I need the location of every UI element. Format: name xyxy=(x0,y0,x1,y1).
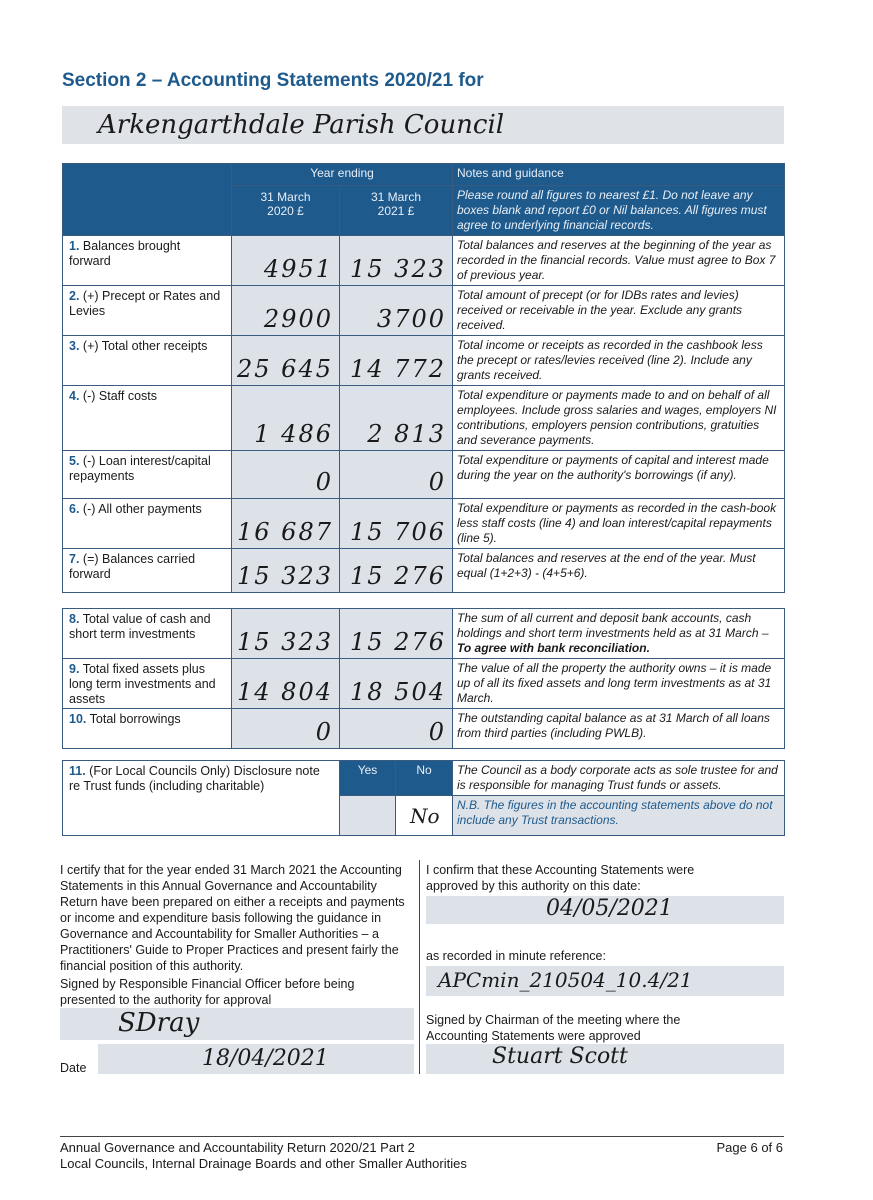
date-label: Date xyxy=(60,1061,87,1075)
table-row: 5. (-) Loan interest/capital repayments 0 0 Total expenditure or payments of capital and interest made during the year on the authority's borrowings (if any). xyxy=(63,451,785,499)
yes-box[interactable] xyxy=(340,796,396,836)
value-2021[interactable]: 15 276 xyxy=(340,549,453,593)
table-row: 3. (+) Total other receipts 25 645 14 772 Total income or receipts as recorded in the cashbook less the precept or rates/levies received (line 2). Include any grants received. xyxy=(63,336,785,386)
value-2020[interactable]: 15 323 xyxy=(232,609,340,659)
chairman-signature: Stuart Scott xyxy=(492,1044,628,1069)
year-ending-header: Year ending xyxy=(310,166,374,180)
minute-reference-field[interactable] xyxy=(426,966,784,996)
value-2021[interactable]: 15 276 xyxy=(340,609,453,659)
row-note: Total expenditure or payments as recorded in the cash-book less staff costs (line 4) and loan interest/capital repayments (line 5). xyxy=(457,501,777,545)
value-2021[interactable]: 3700 xyxy=(340,286,453,336)
divider xyxy=(419,860,420,1074)
minute-reference: APCmin_210504_10.4/21 xyxy=(438,968,693,992)
page-number: Page 6 of 6 xyxy=(716,1140,783,1155)
value-2020[interactable]: 0 xyxy=(232,709,340,749)
value-2020[interactable]: 4951 xyxy=(232,236,340,286)
assets-table xyxy=(62,608,785,749)
row-note-bold: To agree with bank reconciliation. xyxy=(457,641,650,655)
value-2020[interactable]: 25 645 xyxy=(232,336,340,386)
rfo-signature: SDray xyxy=(118,1008,200,1038)
value-2021[interactable]: 0 xyxy=(340,709,453,749)
trust-answer: No xyxy=(410,804,440,828)
col-2020-header: 31 March 2020 £ xyxy=(260,190,311,218)
footer-line-2: Local Councils, Internal Drainage Boards and other Smaller Authorities xyxy=(60,1156,467,1171)
value-2021[interactable]: 18 504 xyxy=(340,659,453,709)
rfo-date-field[interactable] xyxy=(98,1044,414,1074)
rfo-date: 18/04/2021 xyxy=(202,1046,329,1071)
row-label: (-) Loan interest/capital repayments xyxy=(69,454,211,483)
trust-note: The Council as a body corporate acts as sole trustee for and is responsible for managing Trust funds or assets. xyxy=(457,763,778,792)
table-row: 1. Balances brought forward 4951 15 323 Total balances and reserves at the beginning of the year as recorded in the financial records. Value must agree to Box 7 of previous year. xyxy=(63,236,785,286)
row-note: The outstanding capital balance as at 31 March of all loans from third parties (including PWLB). xyxy=(457,711,770,740)
rfo-signed-text: Signed by Responsible Financial Officer before being presented to the authority for approval xyxy=(60,977,355,1007)
header-blank xyxy=(63,164,232,236)
approval-date-field[interactable] xyxy=(426,896,784,924)
notes-header: Notes and guidance xyxy=(457,166,564,180)
minute-label: as recorded in minute reference: xyxy=(426,949,606,963)
accounting-table xyxy=(62,163,785,593)
table-row: 6. (-) All other payments 16 687 15 706 Total expenditure or payments as recorded in the cash-book less staff costs (line 4) and loan interest/capital repayments (line 5). xyxy=(63,499,785,549)
value-2020[interactable]: 2900 xyxy=(232,286,340,336)
value-2020[interactable]: 0 xyxy=(232,451,340,499)
row-label: Total value of cash and short term investments xyxy=(69,612,211,641)
row-label: (+) Precept or Rates and Levies xyxy=(69,289,221,318)
row-label: (-) Staff costs xyxy=(82,389,158,403)
authority-name: Arkengarthdale Parish Council xyxy=(98,110,505,140)
header-note: Please round all figures to nearest £1. Do not leave any boxes blank and report £0 or Nil balances. All figures must agree to underlying financial records. xyxy=(457,188,767,232)
row-label: Total borrowings xyxy=(89,712,181,726)
rfo-certification: I certify that for the year ended 31 March 2021 the Accounting Statements in this Annual Governance and Accountability Return have been prepared on either a receipts and payments or income and expenditure basis following the guidance in Governance and Accountability for Smaller Authorities – a Practitioners' Guide to Proper Practices and present fairly the financial position of this authority. xyxy=(60,863,405,973)
approval-confirmation: I confirm that these Accounting Statements were approved by this authority on this date: xyxy=(426,863,695,893)
row-label: (For Local Councils Only) Disclosure note re Trust funds (including charitable) xyxy=(69,764,320,793)
table-row: 9. Total fixed assets plus long term investments and assets 14 804 18 504 The value of all the property the authority owns – it is made up of all its fixed assets and long term investments as at 31 March. xyxy=(63,659,785,709)
row-note: Total balances and reserves at the end of the year. Must equal (1+2+3) - (4+5+6). xyxy=(457,551,756,580)
value-2021[interactable]: 2 813 xyxy=(340,386,453,451)
table-row: 2. (+) Precept or Rates and Levies 2900 3700 Total amount of precept (or for IDBs rates and levies) received or receivable in the year. Exclude any grants received. xyxy=(63,286,785,336)
value-2021[interactable]: 15 323 xyxy=(340,236,453,286)
footer-line-1: Annual Governance and Accountability Return 2020/21 Part 2 xyxy=(60,1140,415,1155)
footer-rule xyxy=(60,1136,784,1137)
value-2020[interactable]: 15 323 xyxy=(232,549,340,593)
row-note: Total balances and reserves at the beginning of the year as recorded in the financial records. Value must agree to Box 7 of previous year. xyxy=(457,238,776,282)
value-2020[interactable]: 16 687 xyxy=(232,499,340,549)
section-title: Section 2 – Accounting Statements 2020/21 for xyxy=(62,70,484,91)
row-label: Balances brought forward xyxy=(69,239,181,268)
no-box[interactable] xyxy=(396,796,453,836)
row-note: Total income or receipts as recorded in the cashbook less the precept or rates/levies received (line 2). Include any grants received. xyxy=(457,338,763,382)
row-note: The value of all the property the authority owns – it is made up of all its fixed assets and long term investments as at 31 March. xyxy=(457,661,772,705)
row-note: The sum of all current and deposit bank accounts, cash holdings and short term investments held as at 31 March – xyxy=(457,611,769,640)
table-row: 8. Total value of cash and short term investments 15 323 15 276 The sum of all current and deposit bank accounts, cash holdings and short term investments held as at 31 March – To agree with bank reconciliation. xyxy=(63,609,785,659)
value-2021[interactable]: 14 772 xyxy=(340,336,453,386)
col-2021-header: 31 March 2021 £ xyxy=(370,190,422,218)
rfo-signature-field[interactable] xyxy=(60,1008,414,1040)
row-label: (+) Total other receipts xyxy=(82,339,208,353)
chairman-signed-text: Signed by Chairman of the meeting where the Accounting Statements were approved xyxy=(426,1013,681,1043)
authority-name-field xyxy=(62,106,784,144)
row-note: Total expenditure or payments made to and on behalf of all employees. Include gross salaries and wages, employers NI contributions, employers pension contributions, gratuities and severance payments. xyxy=(457,388,777,447)
trust-funds-table: 11. (For Local Councils Only) Disclosure note re Trust funds (including charitable) Yes No The Council as a body corporate acts as sole trustee for and is responsible for managing Trust funds or assets. No N.B. The figures in the accounting statements above do not include any Trust transactions. xyxy=(62,760,785,836)
value-2020[interactable]: 1 486 xyxy=(232,386,340,451)
row-label: (=) Balances carried forward xyxy=(69,552,196,581)
table-row: 10. Total borrowings 0 0 The outstanding capital balance as at 31 March of all loans from third parties (including PWLB). xyxy=(63,709,785,749)
trust-nb-note: N.B. The figures in the accounting statements above do not include any Trust transactions. xyxy=(457,798,773,827)
row-label: (-) All other payments xyxy=(82,502,202,516)
table-row: 4. (-) Staff costs 1 486 2 813 Total expenditure or payments made to and on behalf of all employees. Include gross salaries and wages, employers NI contributions, employers pension contributions, gratuities and severance payments. xyxy=(63,386,785,451)
row-label: Total fixed assets plus long term investments and assets xyxy=(69,662,216,706)
value-2021[interactable]: 15 706 xyxy=(340,499,453,549)
yes-header: Yes xyxy=(357,763,378,777)
no-header: No xyxy=(416,763,432,777)
table-row: 7. (=) Balances carried forward 15 323 15 276 Total balances and reserves at the end of the year. Must equal (1+2+3) - (4+5+6). xyxy=(63,549,785,593)
row-note: Total expenditure or payments of capital and interest made during the year on the authority's borrowings (if any). xyxy=(457,453,769,482)
value-2020[interactable]: 14 804 xyxy=(232,659,340,709)
approval-date: 04/05/2021 xyxy=(546,896,673,921)
chairman-signature-field[interactable] xyxy=(426,1044,784,1074)
row-note: Total amount of precept (or for IDBs rates and levies) received or receivable in the year. Exclude any grants received. xyxy=(457,288,743,332)
value-2021[interactable]: 0 xyxy=(340,451,453,499)
